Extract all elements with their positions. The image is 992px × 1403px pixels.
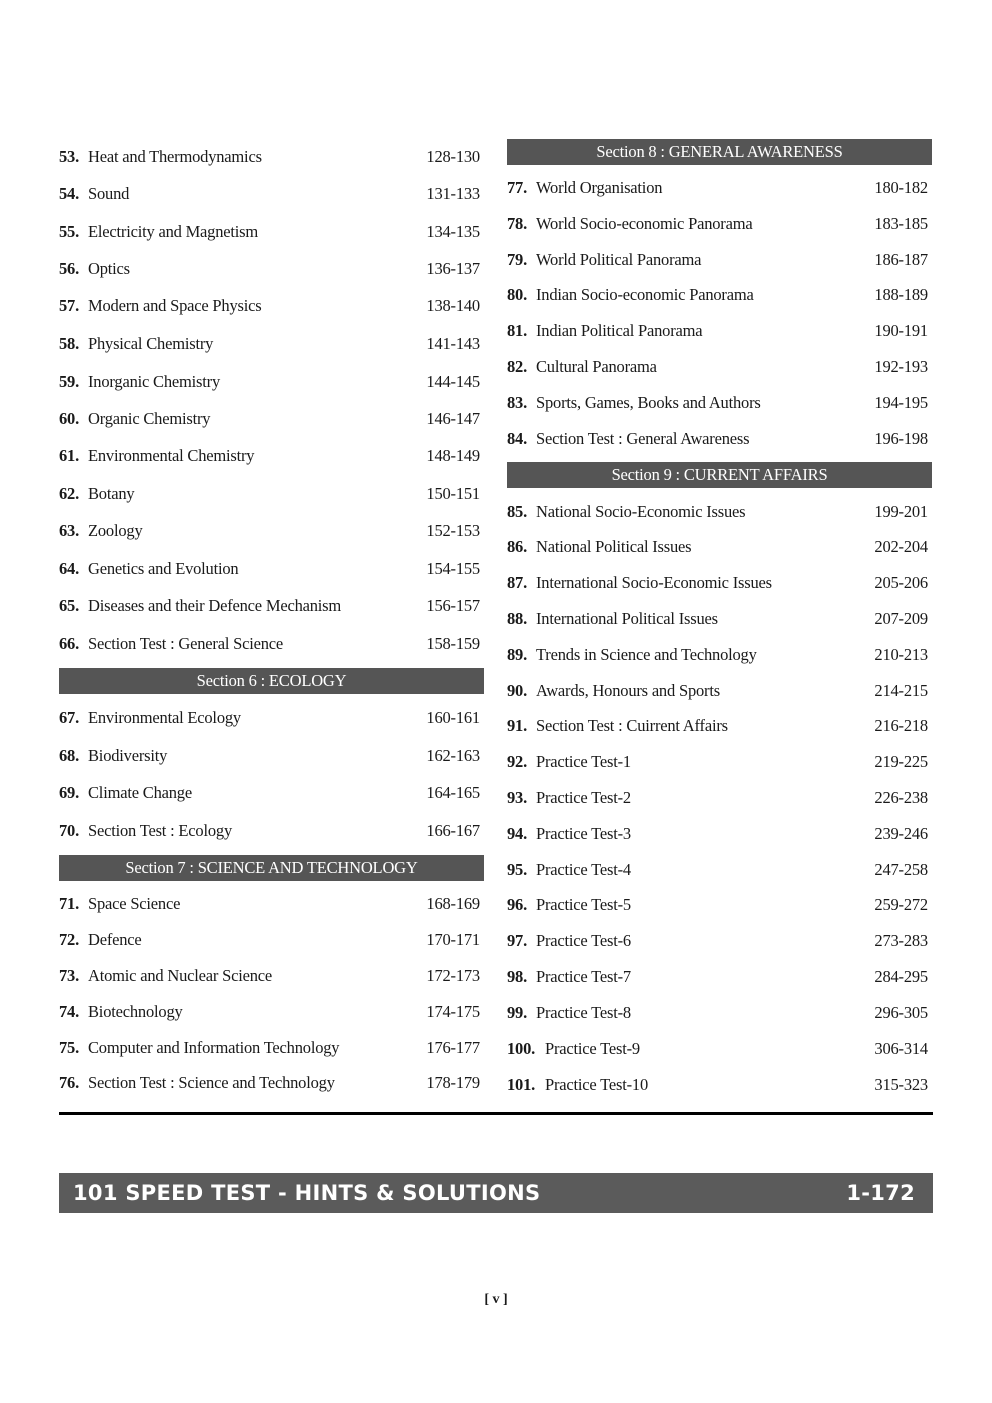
toc-entry[interactable] [507, 571, 932, 595]
section-header-ecology: Section 6 : ECOLOGY [59, 668, 484, 694]
entry-title: Awards, Honours and Sports [536, 681, 720, 700]
entry-number: 99. [507, 1003, 528, 1022]
entry-number: 69. [59, 783, 80, 802]
entry-title: Practice Test-4 [536, 860, 631, 879]
entry-pages: 199-201 [874, 502, 928, 521]
entry-title: Organic Chemistry [88, 409, 211, 428]
toc-entry[interactable] [59, 928, 484, 952]
entry-title: Sports, Games, Books and Authors [536, 393, 761, 412]
entry-pages: 144-145 [426, 372, 480, 391]
toc-entry[interactable] [507, 714, 932, 738]
entry-pages: 214-215 [874, 681, 928, 700]
entry-title: Physical Chemistry [88, 334, 214, 353]
entry-number: 94. [507, 824, 528, 843]
toc-entry[interactable] [507, 1001, 932, 1025]
toc-entry[interactable] [59, 294, 484, 318]
entry-pages: 178-179 [426, 1073, 480, 1092]
entry-number: 84. [507, 429, 528, 448]
entry-title: Botany [88, 484, 135, 503]
entry-pages: 174-175 [426, 1002, 480, 1021]
entry-title: Space Science [88, 894, 181, 913]
entry-pages: 247-258 [874, 860, 928, 879]
toc-entry[interactable] [507, 750, 932, 774]
entry-pages: 226-238 [874, 788, 928, 807]
entry-number: 55. [59, 222, 80, 241]
entry-pages: 315-323 [874, 1075, 928, 1094]
entry-pages: 160-161 [426, 708, 480, 727]
toc-entry[interactable] [59, 781, 484, 805]
entry-number: 89. [507, 645, 528, 664]
toc-entry[interactable] [59, 332, 484, 356]
entry-number: 80. [507, 285, 528, 304]
toc-entry[interactable] [507, 391, 932, 415]
entry-pages: 158-159 [426, 634, 480, 653]
toc-entry[interactable] [507, 858, 932, 882]
entry-title: World Organisation [536, 178, 663, 197]
entry-pages: 138-140 [426, 296, 480, 315]
entry-number: 93. [507, 788, 528, 807]
entry-number: 91. [507, 716, 528, 735]
entry-number: 97. [507, 931, 528, 950]
toc-entry[interactable] [59, 182, 484, 206]
toc-entry[interactable] [59, 819, 484, 843]
entry-title: Section Test : Ecology [88, 821, 232, 840]
entry-title: Practice Test-5 [536, 895, 631, 914]
entry-title: International Political Issues [536, 609, 718, 628]
toc-entry[interactable] [507, 607, 932, 631]
entry-title: Practice Test-9 [545, 1039, 640, 1058]
entry-title: Atomic and Nuclear Science [88, 966, 273, 985]
toc-entry[interactable] [59, 594, 484, 618]
entry-number: 88. [507, 609, 528, 628]
toc-entry[interactable] [59, 744, 484, 768]
entry-number: 100. [507, 1039, 536, 1058]
entry-number: 101. [507, 1075, 536, 1094]
entry-pages: 207-209 [874, 609, 928, 628]
entry-number: 78. [507, 214, 528, 233]
entry-number: 64. [59, 559, 80, 578]
entry-title: Practice Test-3 [536, 824, 631, 843]
toc-entry[interactable] [507, 176, 932, 200]
entry-number: 68. [59, 746, 80, 765]
entry-number: 90. [507, 681, 528, 700]
entry-title: Indian Socio-economic Panorama [536, 285, 754, 304]
entry-number: 54. [59, 184, 80, 203]
entry-number: 58. [59, 334, 80, 353]
entry-pages: 196-198 [874, 429, 928, 448]
entry-number: 57. [59, 296, 80, 315]
entry-number: 73. [59, 966, 80, 985]
entry-pages: 164-165 [426, 783, 480, 802]
entry-number: 85. [507, 502, 528, 521]
entry-title: Indian Political Panorama [536, 321, 703, 340]
entry-number: 66. [59, 634, 80, 653]
entry-title: Sound [88, 184, 130, 203]
entry-pages: 186-187 [874, 250, 928, 269]
entry-number: 76. [59, 1073, 80, 1092]
entry-title: Environmental Chemistry [88, 446, 255, 465]
toc-entry[interactable] [507, 535, 932, 559]
entry-number: 83. [507, 393, 528, 412]
entry-pages: 259-272 [874, 895, 928, 914]
entry-pages: 205-206 [874, 573, 928, 592]
entry-title: Section Test : General Awareness [536, 429, 750, 448]
toc-entry[interactable] [59, 407, 484, 431]
entry-title: Cultural Panorama [536, 357, 657, 376]
entry-pages: 146-147 [426, 409, 480, 428]
entry-pages: 210-213 [874, 645, 928, 664]
entry-pages: 168-169 [426, 894, 480, 913]
entry-title: International Socio-Economic Issues [536, 573, 772, 592]
toc-entry[interactable] [59, 1000, 484, 1024]
entry-number: 61. [59, 446, 80, 465]
toc-entry[interactable] [507, 1073, 932, 1097]
entry-pages: 128-130 [426, 147, 480, 166]
entry-title: Practice Test-6 [536, 931, 631, 950]
toc-entry[interactable] [59, 145, 484, 169]
entry-title: Diseases and their Defence Mechanism [88, 596, 342, 615]
entry-number: 63. [59, 521, 80, 540]
entry-pages: 148-149 [426, 446, 480, 465]
entry-pages: 172-173 [426, 966, 480, 985]
entry-pages: 202-204 [874, 537, 928, 556]
entry-number: 62. [59, 484, 80, 503]
toc-entry[interactable] [59, 519, 484, 543]
toc-entry[interactable] [507, 643, 932, 667]
entry-pages: 141-143 [426, 334, 480, 353]
toc-entry[interactable] [59, 1036, 484, 1060]
toc-entry[interactable] [59, 706, 484, 730]
toc-entry[interactable] [59, 1071, 484, 1095]
toc-entry[interactable] [59, 482, 484, 506]
entry-title: Climate Change [88, 783, 192, 802]
entry-title: Practice Test-2 [536, 788, 631, 807]
toc-entry[interactable] [507, 319, 932, 343]
entry-pages: 154-155 [426, 559, 480, 578]
entry-pages: 134-135 [426, 222, 480, 241]
entry-pages: 170-171 [426, 930, 480, 949]
entry-pages: 192-193 [874, 357, 928, 376]
section-header-general-awareness: Section 8 : GENERAL AWARENESS [507, 139, 932, 165]
entry-title: Practice Test-10 [545, 1075, 649, 1094]
entry-title: Heat and Thermodynamics [88, 147, 262, 166]
entry-pages: 156-157 [426, 596, 480, 615]
toc-entry[interactable] [59, 632, 484, 656]
entry-number: 74. [59, 1002, 80, 1021]
entry-title: Biodiversity [88, 746, 168, 765]
entry-pages: 176-177 [426, 1038, 480, 1057]
toc-entry[interactable] [59, 557, 484, 581]
toc-entry[interactable] [59, 370, 484, 394]
toc-entry[interactable] [507, 929, 932, 953]
entry-number: 82. [507, 357, 528, 376]
entry-pages: 180-182 [874, 178, 928, 197]
entry-title: Genetics and Evolution [88, 559, 239, 578]
entry-title: Section Test : Cuirrent Affairs [536, 716, 728, 735]
section-header-science-technology: Section 7 : SCIENCE AND TECHNOLOGY [59, 855, 484, 881]
entry-title: Environmental Ecology [88, 708, 241, 727]
entry-pages: 306-314 [874, 1039, 928, 1058]
entry-number: 92. [507, 752, 528, 771]
entry-title: World Political Panorama [536, 250, 702, 269]
entry-pages: 219-225 [874, 752, 928, 771]
banner-title: 101 SPEED TEST - HINTS & SOLUTIONS [73, 1181, 541, 1205]
entry-number: 59. [59, 372, 80, 391]
hints-solutions-banner[interactable] [59, 1173, 933, 1213]
entry-number: 81. [507, 321, 528, 340]
entry-title: World Socio-economic Panorama [536, 214, 753, 233]
entry-pages: 162-163 [426, 746, 480, 765]
entry-title: Trends in Science and Technology [536, 645, 757, 664]
divider-rule [59, 1112, 933, 1115]
banner-pages: 1-172 [846, 1181, 915, 1205]
page-number: [ v ] [484, 1292, 508, 1307]
entry-title: Defence [88, 930, 142, 949]
toc-entry[interactable] [507, 965, 932, 989]
entry-title: Modern and Space Physics [88, 296, 262, 315]
toc-entry[interactable] [507, 893, 932, 917]
entry-pages: 188-189 [874, 285, 928, 304]
toc-entry[interactable] [59, 444, 484, 468]
toc-entry[interactable] [507, 786, 932, 810]
toc-entry[interactable] [507, 355, 932, 379]
entry-number: 60. [59, 409, 80, 428]
entry-number: 86. [507, 537, 528, 556]
entry-number: 87. [507, 573, 528, 592]
entry-title: Section Test : Science and Technology [88, 1073, 335, 1092]
entry-number: 95. [507, 860, 528, 879]
entry-pages: 194-195 [874, 393, 928, 412]
toc-entry[interactable] [507, 679, 932, 703]
entry-pages: 284-295 [874, 967, 928, 986]
entry-number: 79. [507, 250, 528, 269]
entry-pages: 152-153 [426, 521, 480, 540]
toc-entry[interactable] [59, 220, 484, 244]
entry-number: 56. [59, 259, 80, 278]
entry-title: Biotechnology [88, 1002, 183, 1021]
entry-number: 96. [507, 895, 528, 914]
entry-number: 67. [59, 708, 80, 727]
entry-title: Practice Test-1 [536, 752, 631, 771]
toc-entry[interactable] [507, 1037, 932, 1061]
entry-title: Zoology [88, 521, 143, 540]
entry-title: Section Test : General Science [88, 634, 284, 653]
entry-pages: 131-133 [426, 184, 480, 203]
entry-number: 53. [59, 147, 80, 166]
toc-entry[interactable] [59, 257, 484, 281]
entry-pages: 296-305 [874, 1003, 928, 1022]
entry-number: 98. [507, 967, 528, 986]
entry-title: Optics [88, 259, 130, 278]
entry-pages: 239-246 [874, 824, 928, 843]
entry-pages: 183-185 [874, 214, 928, 233]
entry-pages: 273-283 [874, 931, 928, 950]
entry-title: Practice Test-8 [536, 1003, 631, 1022]
entry-pages: 150-151 [426, 484, 480, 503]
entry-title: National Political Issues [536, 537, 692, 556]
toc-entry[interactable] [507, 822, 932, 846]
entry-pages: 190-191 [874, 321, 928, 340]
entry-number: 72. [59, 930, 80, 949]
toc-entry[interactable] [507, 248, 932, 272]
entry-pages: 136-137 [426, 259, 480, 278]
entry-title: Electricity and Magnetism [88, 222, 259, 241]
toc-entry[interactable] [507, 427, 932, 451]
entry-number: 71. [59, 894, 80, 913]
entry-title: National Socio-Economic Issues [536, 502, 746, 521]
section-header-current-affairs: Section 9 : CURRENT AFFAIRS [507, 462, 932, 488]
toc-entry[interactable] [507, 283, 932, 307]
entry-number: 70. [59, 821, 80, 840]
entry-title: Practice Test-7 [536, 967, 631, 986]
entry-number: 65. [59, 596, 80, 615]
entry-pages: 166-167 [426, 821, 480, 840]
toc-entry[interactable] [59, 964, 484, 988]
toc-entry[interactable] [507, 212, 932, 236]
toc-entry[interactable] [507, 500, 932, 524]
toc-entry[interactable] [59, 892, 484, 916]
entry-pages: 216-218 [874, 716, 928, 735]
entry-number: 77. [507, 178, 528, 197]
entry-number: 75. [59, 1038, 80, 1057]
entry-title: Inorganic Chemistry [88, 372, 220, 391]
entry-title: Computer and Information Technology [88, 1038, 340, 1057]
